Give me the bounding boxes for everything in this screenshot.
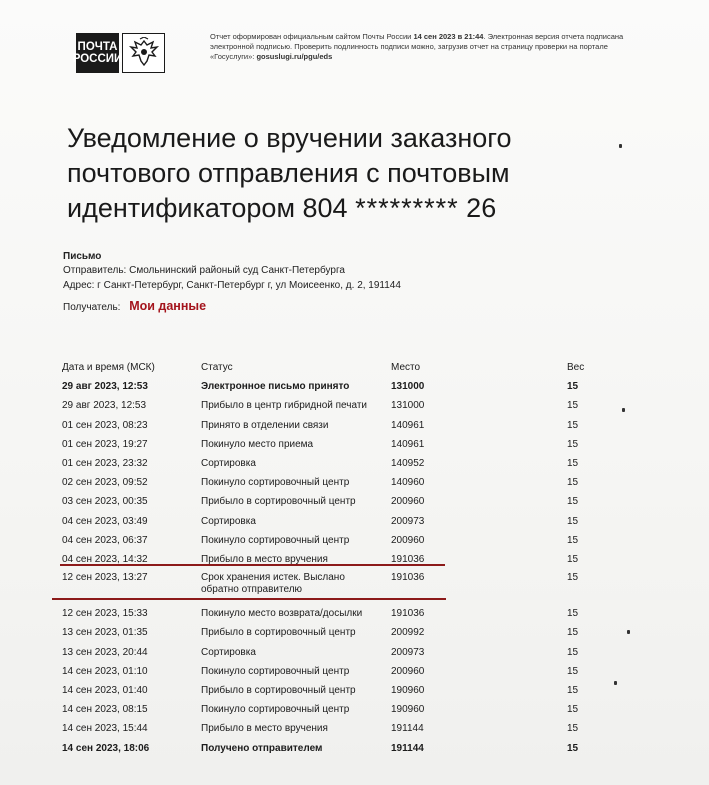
table-row <box>62 454 602 473</box>
row-place: 191036 <box>391 554 425 566</box>
row-weight: 15 <box>567 438 579 450</box>
row-date: 14 сен 2023, 01:40 <box>62 685 148 697</box>
header-place: Место <box>391 362 421 373</box>
row-date: 12 сен 2023, 13:27 <box>62 572 148 584</box>
table-row <box>62 739 602 758</box>
table-row <box>62 719 602 738</box>
row-date: 14 сен 2023, 15:44 <box>62 723 148 735</box>
row-status: Прибыло в место вручения <box>201 554 328 566</box>
row-date: 14 сен 2023, 18:06 <box>62 742 150 754</box>
recipient-line <box>63 299 206 315</box>
row-date: 04 сен 2023, 03:49 <box>62 515 148 527</box>
row-status: Покинуло место возврата/досылки <box>201 608 363 620</box>
row-place: 140961 <box>391 438 425 450</box>
note-date: 14 сен 2023 в 21:44 <box>413 32 484 41</box>
row-status-line-2: обратно отправителю <box>201 584 303 596</box>
table-row <box>62 492 602 511</box>
tracking-id-prefix: идентификатором 804 <box>67 193 348 223</box>
row-status: Прибыло в место вручения <box>201 723 328 735</box>
table-row <box>62 531 602 550</box>
row-status: Покинуло сортировочный центр <box>201 665 350 677</box>
row-place: 200960 <box>391 534 425 546</box>
row-place: 200960 <box>391 665 425 677</box>
signature-note <box>210 32 630 62</box>
row-place: 190960 <box>391 685 425 697</box>
row-weight: 15 <box>567 400 579 412</box>
row-weight: 15 <box>567 458 579 470</box>
highlight-underline-2 <box>52 598 446 600</box>
row-place: 191144 <box>391 742 424 754</box>
row-weight: 15 <box>567 723 579 735</box>
row-weight: 15 <box>567 742 579 754</box>
row-place: 140960 <box>391 477 425 489</box>
shipment-kind: Письмо <box>63 251 102 262</box>
row-place: 140952 <box>391 458 425 470</box>
row-place: 190960 <box>391 704 425 716</box>
table-row <box>62 681 602 700</box>
row-date: 04 сен 2023, 14:32 <box>62 554 148 566</box>
row-weight: 15 <box>567 554 579 566</box>
russian-post-logo <box>72 33 168 75</box>
row-status: Сортировка <box>201 646 256 658</box>
paper-speck <box>619 144 622 148</box>
row-status: Покинуло сортировочный центр <box>201 477 350 489</box>
row-status-line-1: Срок хранения истек. Выслано <box>201 572 345 584</box>
tracking-id-masked: ********* <box>355 193 459 223</box>
recipient-value: Мои данные <box>129 299 207 313</box>
table-row <box>62 512 602 531</box>
row-status: Покинуло сортировочный центр <box>201 534 350 546</box>
row-weight: 15 <box>567 381 579 393</box>
tracking-id-suffix: 26 <box>466 193 497 223</box>
row-date: 03 сен 2023, 00:35 <box>62 496 148 508</box>
paper-speck <box>622 408 625 412</box>
table-row <box>62 700 602 719</box>
row-date: 14 сен 2023, 01:10 <box>62 665 148 677</box>
row-date: 14 сен 2023, 08:15 <box>62 704 148 716</box>
row-status: Прибыло в сортировочный центр <box>201 627 356 639</box>
row-status: Электронное письмо принято <box>201 381 350 393</box>
row-weight: 15 <box>567 534 579 546</box>
table-row <box>62 662 602 681</box>
logo-wordmark <box>72 33 123 73</box>
title-line-1: Уведомление о вручении заказного <box>67 123 512 153</box>
row-weight: 15 <box>567 627 579 639</box>
row-date: 29 авг 2023, 12:53 <box>62 400 147 412</box>
row-place: 200973 <box>391 646 425 658</box>
logo-line-2: РОССИИ <box>72 53 123 65</box>
table-row <box>62 377 602 396</box>
row-place: 200973 <box>391 515 425 527</box>
table-row <box>62 435 602 454</box>
row-place: 131000 <box>391 381 425 393</box>
sender-line: Отправитель: Смольнинский районый суд Санкт-Петербурга <box>63 265 345 276</box>
note-part-2: . Электронная версия отчета подписана электронной подписью. Проверить подлинность подписи можно, загрузив отчет на страницу проверки на портале «Госуслуги»: <box>210 32 624 61</box>
row-weight: 15 <box>567 704 579 716</box>
logo-line-1: ПОЧТА <box>77 41 118 53</box>
row-status: Сортировка <box>201 458 256 470</box>
row-weight: 15 <box>567 477 579 489</box>
gosuslugi-link[interactable]: gosuslugi.ru/pgu/eds <box>256 52 333 61</box>
row-status: Прибыло в центр гибридной печати <box>201 400 368 412</box>
row-weight: 15 <box>567 685 579 697</box>
row-place: 191036 <box>391 572 425 584</box>
row-status: Сортировка <box>201 515 256 527</box>
title-line-2: почтового отправления с почтовым <box>67 158 510 188</box>
row-place: 200960 <box>391 496 425 508</box>
title-line-3 <box>67 191 627 226</box>
row-weight: 15 <box>567 496 579 508</box>
table-row <box>62 604 602 623</box>
row-date: 02 сен 2023, 09:52 <box>62 477 148 489</box>
row-status: Получено отправителем <box>201 742 323 754</box>
paper-speck <box>627 630 630 634</box>
row-status: Прибыло в сортировочный центр <box>201 496 356 508</box>
recipient-label: Получатель: <box>63 302 121 313</box>
row-place: 140961 <box>391 419 425 431</box>
row-date: 01 сен 2023, 23:32 <box>62 458 148 470</box>
header-weight: Вес <box>567 362 585 373</box>
row-status: Покинуло сортировочный центр <box>201 704 350 716</box>
row-status: Прибыло в сортировочный центр <box>201 685 356 697</box>
row-date: 04 сен 2023, 06:37 <box>62 534 148 546</box>
table-row <box>62 550 602 569</box>
row-date: 13 сен 2023, 01:35 <box>62 627 148 639</box>
address-line: Адрес: г Санкт-Петербург, Санкт-Петербург г, ул Моисеенко, д. 2, 191144 <box>63 280 401 291</box>
row-place: 131000 <box>391 400 425 412</box>
row-status: Принято в отделении связи <box>201 419 329 431</box>
row-status: Покинуло место приема <box>201 438 314 450</box>
row-weight: 15 <box>567 646 579 658</box>
row-place: 200992 <box>391 627 425 639</box>
table-row <box>62 623 602 642</box>
table-header-row <box>62 358 602 377</box>
header-status: Статус <box>201 362 233 373</box>
row-date: 29 авг 2023, 12:53 <box>62 381 148 393</box>
row-date: 13 сен 2023, 20:44 <box>62 646 148 658</box>
row-weight: 15 <box>567 515 579 527</box>
page-title <box>67 121 627 226</box>
header-date: Дата и время (МСК) <box>62 362 155 373</box>
row-date: 12 сен 2023, 15:33 <box>62 608 148 620</box>
row-date: 01 сен 2023, 08:23 <box>62 419 148 431</box>
table-row <box>62 643 602 662</box>
table-row <box>62 473 602 492</box>
paper-speck <box>614 681 617 685</box>
table-row <box>62 396 602 415</box>
row-weight: 15 <box>567 419 579 431</box>
row-weight: 15 <box>567 572 579 584</box>
row-place: 191036 <box>391 608 425 620</box>
tracking-table <box>62 358 602 758</box>
row-weight: 15 <box>567 608 579 620</box>
row-weight: 15 <box>567 665 579 677</box>
note-part-1: Отчет оформирован официальным сайтом Почты России <box>210 32 414 41</box>
highlight-underline-1 <box>60 564 445 566</box>
row-date: 01 сен 2023, 19:27 <box>62 438 148 450</box>
table-row <box>62 416 602 435</box>
row-place: 191144 <box>391 723 424 735</box>
eagle-emblem-icon <box>122 33 165 73</box>
